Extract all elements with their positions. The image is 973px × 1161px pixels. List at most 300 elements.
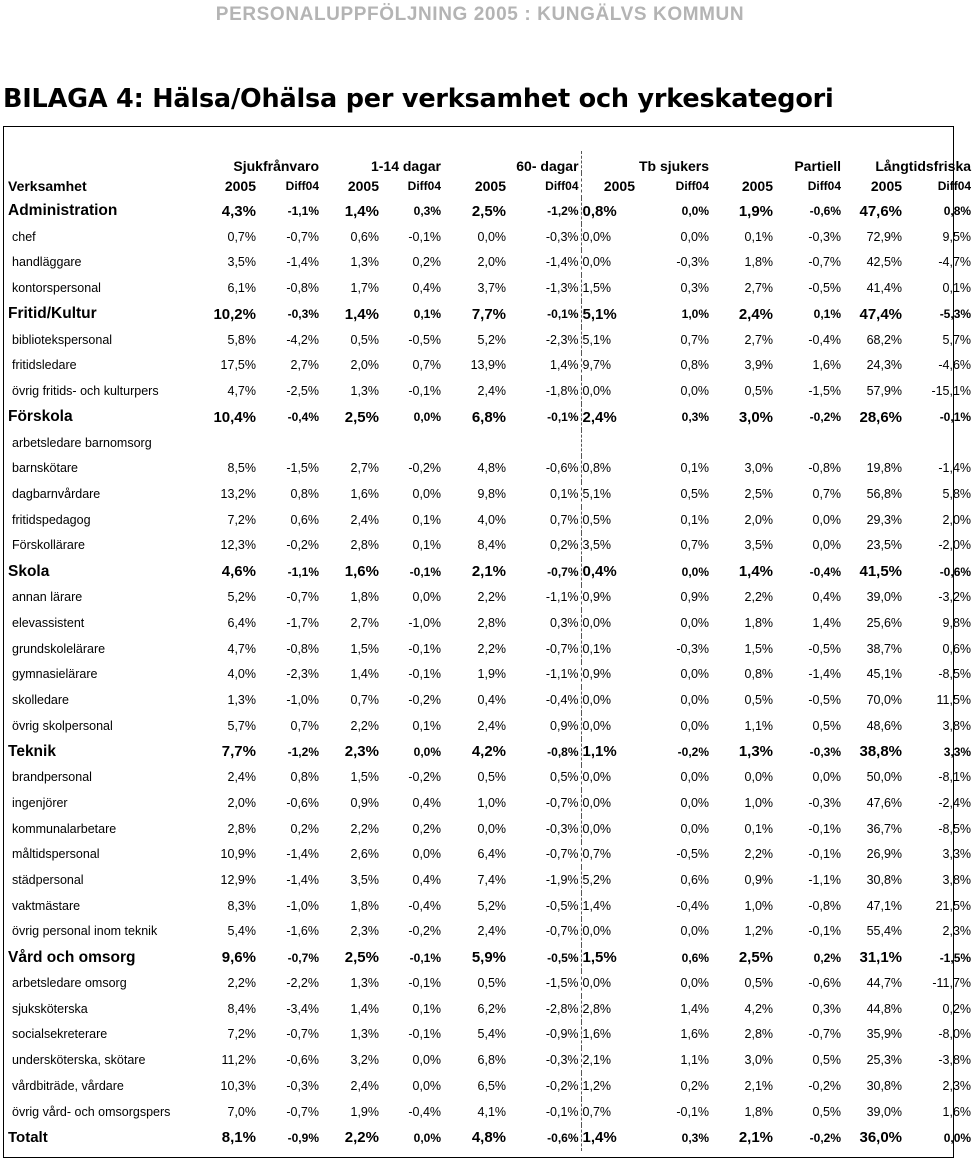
cell-1-14-dagar-2005: 0,7% (350, 692, 379, 707)
cell-partiell-2005: 0,8% (744, 667, 774, 682)
cell-langtidsfriska-diff: 0,1% (942, 280, 972, 295)
cell-60-dagar-diff: -1,1% (545, 590, 579, 605)
cell-tb-sjukers-2005: 1,5% (581, 275, 637, 301)
cell-60-dagar-2005: 7,7% (471, 305, 507, 323)
cell-sjukfranvaro-diff: -2,5% (286, 384, 319, 399)
cell-langtidsfriska-diff: 3,8% (942, 873, 972, 888)
cell-60-dagar-2005: 2,0% (477, 255, 507, 270)
cell-tb-sjukers-diff: -0,5% (676, 847, 710, 862)
header-diff: Diff04 (937, 178, 972, 193)
cell-partiell-2005: 2,8% (744, 1027, 774, 1042)
category-row (4, 404, 973, 430)
cell-partiell-2005 (711, 430, 775, 456)
row-label: socialsekreterare (12, 1027, 108, 1042)
table-row (4, 893, 973, 919)
cell-tb-sjukers-diff: 0,0% (680, 615, 710, 630)
row-label: kommunalarbetare (12, 821, 117, 836)
cell-langtidsfriska-2005: 30,8% (866, 873, 903, 888)
cell-partiell-2005: 3,9% (744, 358, 774, 373)
cell-sjukfranvaro-diff: -0,3% (287, 307, 319, 322)
cell-tb-sjukers-diff: -0,3% (676, 641, 710, 656)
cell-langtidsfriska-diff: -2,4% (938, 795, 972, 810)
cell-1-14-dagar-diff: -0,2% (408, 461, 442, 476)
cell-tb-sjukers-2005: 0,0% (581, 713, 637, 739)
cell-partiell-2005: 0,5% (744, 384, 774, 399)
cell-partiell-diff: -0,6% (808, 976, 842, 991)
cell-tb-sjukers-2005: 5,1% (581, 327, 637, 353)
cell-tb-sjukers-diff: 0,0% (680, 924, 710, 939)
cell-1-14-dagar-diff: 0,4% (412, 873, 442, 888)
cell-1-14-dagar-2005: 1,6% (344, 563, 379, 581)
cell-60-dagar-2005: 6,8% (477, 1053, 507, 1068)
cell-60-dagar-diff: -0,2% (545, 1078, 579, 1093)
cell-1-14-dagar-diff: -0,1% (408, 641, 442, 656)
cell-60-dagar-diff: -0,5% (547, 950, 579, 965)
cell-partiell-diff: 0,5% (812, 718, 842, 733)
cell-60-dagar-diff: 0,9% (550, 718, 579, 733)
cell-tb-sjukers-diff: 1,6% (680, 1027, 710, 1042)
cell-partiell-diff: -0,3% (809, 744, 842, 759)
cell-tb-sjukers-diff: 0,0% (680, 718, 710, 733)
cell-60-dagar-diff: -0,8% (547, 744, 579, 759)
cell-partiell-2005: 2,4% (738, 305, 774, 323)
table-row (4, 250, 973, 276)
cell-langtidsfriska-diff: -3,2% (938, 590, 972, 605)
cell-partiell-diff: 0,2% (813, 950, 842, 965)
cell-60-dagar-diff: 0,7% (550, 512, 579, 527)
header-row-groups (4, 151, 973, 173)
cell-sjukfranvaro-diff: -0,8% (286, 280, 319, 295)
cell-1-14-dagar-diff: 0,0% (412, 590, 442, 605)
cell-1-14-dagar-2005: 2,4% (350, 512, 379, 527)
cell-langtidsfriska-2005: 39,0% (866, 1104, 903, 1119)
cell-partiell-2005: 2,2% (744, 590, 774, 605)
cell-sjukfranvaro-diff: -0,8% (286, 641, 319, 656)
cell-1-14-dagar-2005: 2,8% (350, 538, 379, 553)
cell-1-14-dagar-2005: 1,3% (350, 384, 379, 399)
cell-sjukfranvaro-diff: -1,4% (286, 847, 319, 862)
cell-sjukfranvaro-2005: 7,0% (227, 1104, 256, 1119)
cell-1-14-dagar-diff: 0,0% (412, 1078, 442, 1093)
cell-tb-sjukers-diff: 0,0% (680, 976, 710, 991)
cell-langtidsfriska-2005: 45,1% (866, 667, 903, 682)
cell-langtidsfriska-diff: -4,7% (938, 255, 972, 270)
cell-1-14-dagar-diff: -0,2% (408, 924, 442, 939)
cell-60-dagar-2005: 4,2% (471, 743, 507, 761)
cell-60-dagar-2005: 0,5% (477, 976, 507, 991)
cell-1-14-dagar-diff: -0,4% (408, 1104, 442, 1119)
cell-tb-sjukers-2005: 1,6% (581, 1022, 637, 1048)
cell-1-14-dagar-diff: 0,1% (412, 538, 442, 553)
table-row (4, 1048, 973, 1074)
cell-sjukfranvaro-diff: -0,6% (286, 795, 319, 810)
cell-partiell-2005: 2,0% (744, 512, 774, 527)
cell-langtidsfriska-diff: 2,0% (942, 512, 972, 527)
cell-tb-sjukers-diff (637, 430, 711, 456)
cell-tb-sjukers-2005: 5,2% (581, 867, 637, 893)
cell-1-14-dagar-2005: 1,6% (350, 487, 379, 502)
row-label: städpersonal (12, 873, 84, 888)
cell-partiell-2005: 2,2% (744, 847, 774, 862)
table-row (4, 224, 973, 250)
row-label: vaktmästare (12, 898, 81, 913)
cell-tb-sjukers-diff: -0,2% (677, 744, 710, 759)
cell-tb-sjukers-2005: 0,0% (581, 790, 637, 816)
cell-tb-sjukers-2005: 0,9% (581, 585, 637, 611)
cell-1-14-dagar-diff: -0,1% (408, 667, 442, 682)
cell-sjukfranvaro-diff: 0,2% (290, 821, 319, 836)
cell-langtidsfriska-diff: 2,3% (942, 924, 972, 939)
cell-1-14-dagar-diff: 0,0% (412, 847, 442, 862)
cell-partiell-diff: -0,5% (808, 641, 842, 656)
cell-langtidsfriska-diff: -8,0% (938, 1027, 972, 1042)
cell-tb-sjukers-2005: 0,8% (581, 198, 637, 224)
cell-1-14-dagar-2005: 2,2% (350, 718, 379, 733)
category-row (4, 945, 973, 971)
cell-partiell-2005: 1,0% (744, 898, 774, 913)
cell-sjukfranvaro-diff: -0,7% (287, 950, 319, 965)
cell-60-dagar-diff: 0,5% (550, 770, 579, 785)
cell-partiell-2005: 1,3% (738, 743, 774, 761)
header-year: 2005 (224, 177, 256, 194)
cell-tb-sjukers-diff: 0,3% (681, 1130, 710, 1145)
cell-sjukfranvaro-2005: 3,5% (227, 255, 256, 270)
cell-partiell-diff: -0,1% (808, 821, 842, 836)
cell-sjukfranvaro-2005: 5,4% (227, 924, 256, 939)
cell-partiell-2005: 0,1% (744, 229, 774, 244)
cell-60-dagar-diff: -0,7% (545, 847, 579, 862)
cell-langtidsfriska-2005: 70,0% (866, 692, 903, 707)
cell-sjukfranvaro-2005: 2,0% (227, 795, 256, 810)
row-label: annan lärare (12, 590, 83, 605)
row-label: Vård och omsorg (8, 948, 136, 966)
cell-1-14-dagar-2005: 1,4% (350, 667, 379, 682)
cell-partiell-2005: 0,5% (744, 692, 774, 707)
cell-sjukfranvaro-2005: 4,7% (227, 384, 256, 399)
cell-partiell-2005: 1,8% (744, 1104, 774, 1119)
cell-langtidsfriska-2005: 41,5% (859, 563, 903, 581)
table-row (4, 867, 973, 893)
header-diff: Diff04 (285, 178, 319, 193)
table-row (4, 585, 973, 611)
cell-1-14-dagar-diff (381, 430, 443, 456)
cell-1-14-dagar-diff: 0,0% (412, 1053, 442, 1068)
cell-60-dagar-2005: 1,0% (477, 795, 507, 810)
cell-60-dagar-2005: 2,8% (477, 615, 507, 630)
cell-sjukfranvaro-diff (258, 430, 321, 456)
cell-langtidsfriska-2005: 47,4% (859, 305, 903, 323)
cell-60-dagar-2005: 5,4% (477, 1027, 507, 1042)
cell-langtidsfriska-2005: 47,6% (866, 795, 903, 810)
cell-60-dagar-diff: -0,4% (545, 692, 579, 707)
row-label: Förskola (8, 408, 73, 426)
cell-60-dagar-diff: -1,3% (545, 280, 579, 295)
cell-sjukfranvaro-diff: -1,0% (286, 898, 319, 913)
cell-partiell-diff: 0,1% (813, 307, 842, 322)
row-label: bibliotekspersonal (12, 332, 113, 347)
cell-1-14-dagar-diff: -0,5% (408, 332, 442, 347)
cell-60-dagar-diff: -0,7% (547, 564, 579, 579)
cell-partiell-diff: 1,6% (812, 358, 842, 373)
cell-langtidsfriska-diff: 2,3% (942, 1078, 972, 1093)
cell-60-dagar-diff: -1,8% (545, 384, 579, 399)
cell-sjukfranvaro-2005: 4,6% (221, 563, 256, 581)
cell-sjukfranvaro-diff: -1,7% (286, 615, 319, 630)
cell-1-14-dagar-diff: -0,1% (408, 1027, 442, 1042)
row-label: övrig fritids- och kulturpers (12, 384, 159, 399)
cell-60-dagar-diff: -1,2% (547, 204, 579, 218)
header-group-sjukfranvaro: Sjukfrånvaro (233, 158, 319, 174)
cell-sjukfranvaro-2005: 7,2% (227, 512, 256, 527)
row-label: fritidspedagog (12, 512, 91, 527)
row-label: kontorspersonal (12, 280, 101, 295)
cell-langtidsfriska-diff: -3,8% (938, 1053, 972, 1068)
cell-langtidsfriska-2005: 36,0% (859, 1129, 903, 1147)
cell-1-14-dagar-diff: 0,1% (412, 1001, 442, 1016)
cell-1-14-dagar-2005: 2,2% (344, 1129, 379, 1147)
cell-partiell-2005: 2,7% (744, 280, 774, 295)
cell-tb-sjukers-2005: 0,5% (581, 507, 637, 533)
cell-partiell-2005: 4,2% (744, 1001, 774, 1016)
cell-1-14-dagar-diff: 0,4% (412, 795, 442, 810)
cell-60-dagar-diff: -0,3% (545, 1053, 579, 1068)
cell-tb-sjukers-2005: 1,1% (581, 739, 637, 765)
row-label: chef (12, 229, 36, 244)
cell-tb-sjukers-2005: 0,9% (581, 662, 637, 688)
row-label: måltidspersonal (12, 847, 100, 862)
cell-tb-sjukers-2005: 0,0% (581, 971, 637, 997)
table-row (4, 378, 973, 404)
cell-tb-sjukers-diff: 1,0% (681, 307, 710, 322)
cell-langtidsfriska-diff (904, 430, 973, 456)
cell-tb-sjukers-2005: 0,0% (581, 765, 637, 791)
cell-sjukfranvaro-2005: 5,7% (227, 718, 256, 733)
header-group-langtidsfriska: Långtidsfriska (875, 158, 972, 174)
cell-1-14-dagar-diff: 0,2% (412, 255, 442, 270)
cell-1-14-dagar-2005: 2,6% (350, 847, 379, 862)
cell-partiell-diff: -0,2% (809, 1130, 842, 1145)
cell-langtidsfriska-2005 (843, 430, 904, 456)
row-label: elevassistent (12, 615, 85, 630)
cell-sjukfranvaro-2005: 1,3% (227, 692, 256, 707)
cell-60-dagar-2005: 2,4% (477, 384, 507, 399)
cell-1-14-dagar-diff: 0,2% (412, 821, 442, 836)
cell-partiell-2005: 0,9% (744, 873, 774, 888)
header-group-1-14-dagar: 1-14 dagar (370, 158, 442, 174)
cell-1-14-dagar-2005: 2,5% (344, 408, 379, 426)
cell-langtidsfriska-diff: 0,8% (943, 204, 972, 218)
cell-langtidsfriska-2005: 38,7% (866, 641, 903, 656)
cell-60-dagar-diff: 0,2% (550, 538, 579, 553)
cell-60-dagar-diff: -2,3% (545, 332, 579, 347)
row-label: Administration (8, 202, 118, 220)
cell-60-dagar-diff: 0,3% (550, 615, 579, 630)
row-label: vårdbiträde, vårdare (12, 1078, 124, 1093)
row-label: övrig personal inom teknik (12, 924, 158, 939)
cell-partiell-2005: 2,5% (738, 949, 774, 966)
cell-sjukfranvaro-diff: 0,6% (290, 512, 319, 527)
cell-tb-sjukers-diff: 0,0% (680, 770, 710, 785)
cell-60-dagar-2005: 4,8% (471, 1129, 507, 1147)
cell-60-dagar-2005: 0,5% (477, 770, 507, 785)
cell-langtidsfriska-diff: -1,5% (939, 950, 972, 965)
cell-tb-sjukers-diff: 0,0% (681, 564, 710, 579)
cell-60-dagar-diff: -1,4% (545, 255, 579, 270)
cell-1-14-dagar-diff: 0,0% (413, 1130, 442, 1145)
cell-tb-sjukers-2005: 0,0% (581, 919, 637, 945)
health-table (4, 151, 973, 1151)
cell-tb-sjukers-diff: 0,1% (680, 512, 710, 527)
cell-60-dagar-2005: 0,0% (477, 229, 507, 244)
cell-sjukfranvaro-diff: -0,7% (286, 229, 319, 244)
cell-partiell-diff: 0,3% (812, 1001, 842, 1016)
cell-langtidsfriska-2005: 38,8% (859, 743, 903, 761)
cell-langtidsfriska-diff: -1,4% (938, 461, 972, 476)
cell-sjukfranvaro-2005: 4,3% (221, 202, 256, 220)
cell-tb-sjukers-2005: 0,0% (581, 687, 637, 713)
cell-langtidsfriska-diff: -15,1% (931, 384, 972, 399)
cell-60-dagar-2005: 2,2% (477, 590, 507, 605)
cell-partiell-diff: -0,4% (809, 564, 842, 579)
row-label: fritidsledare (12, 358, 77, 373)
cell-1-14-dagar-2005: 0,6% (350, 229, 379, 244)
document-header: PERSONALUPPFÖLJNING 2005 : KUNGÄLVS KOMMUN (215, 4, 745, 25)
cell-langtidsfriska-2005: 36,7% (866, 821, 903, 836)
cell-60-dagar-2005: 2,1% (471, 563, 507, 581)
cell-partiell-2005: 1,1% (744, 718, 774, 733)
cell-1-14-dagar-2005: 0,5% (350, 332, 379, 347)
cell-60-dagar-2005: 5,9% (471, 949, 507, 966)
cell-partiell-diff: 0,0% (812, 512, 842, 527)
cell-langtidsfriska-diff: 0,0% (943, 1130, 972, 1145)
cell-langtidsfriska-diff: -2,0% (938, 538, 972, 553)
cell-tb-sjukers-2005: 0,1% (581, 636, 637, 662)
cell-partiell-diff: 0,0% (812, 538, 842, 553)
row-label: övrig skolpersonal (12, 718, 113, 733)
cell-1-14-dagar-diff: 0,7% (412, 358, 442, 373)
cell-langtidsfriska-2005: 50,0% (866, 770, 903, 785)
cell-60-dagar-2005: 6,5% (477, 1078, 507, 1093)
cell-60-dagar-2005: 0,4% (477, 692, 507, 707)
cell-1-14-dagar-2005: 1,5% (350, 770, 379, 785)
cell-sjukfranvaro-2005: 0,7% (227, 229, 256, 244)
cell-60-dagar-2005: 8,4% (477, 538, 507, 553)
cell-1-14-dagar-2005: 1,7% (350, 280, 379, 295)
table-row (4, 1022, 973, 1048)
row-label: Totalt (8, 1129, 48, 1147)
cell-tb-sjukers-diff: -0,3% (676, 255, 710, 270)
cell-langtidsfriska-diff: 21,5% (935, 898, 972, 913)
cell-60-dagar-diff: 0,1% (550, 487, 579, 502)
cell-langtidsfriska-diff: -11,7% (932, 976, 972, 991)
cell-sjukfranvaro-2005: 17,5% (220, 358, 256, 373)
cell-sjukfranvaro-diff: 2,7% (290, 358, 319, 373)
cell-langtidsfriska-2005: 42,5% (866, 255, 903, 270)
cell-sjukfranvaro-diff: -0,3% (286, 1078, 319, 1093)
cell-60-dagar-2005: 4,1% (477, 1104, 507, 1119)
cell-sjukfranvaro-diff: -1,2% (287, 744, 319, 759)
cell-langtidsfriska-diff: -8,5% (938, 821, 972, 836)
cell-tb-sjukers-2005: 9,7% (581, 353, 637, 379)
cell-tb-sjukers-2005: 1,4% (581, 1125, 637, 1151)
cell-tb-sjukers-diff: 0,7% (680, 538, 710, 553)
cell-langtidsfriska-2005: 44,8% (866, 1001, 903, 1016)
cell-langtidsfriska-2005: 28,6% (859, 408, 903, 426)
cell-60-dagar-2005: 9,8% (477, 487, 507, 502)
category-row (4, 559, 973, 585)
cell-tb-sjukers-diff: 0,6% (680, 873, 710, 888)
cell-partiell-diff: -0,3% (808, 795, 842, 810)
cell-1-14-dagar-diff: 0,1% (412, 512, 442, 527)
cell-partiell-2005: 2,5% (744, 487, 774, 502)
table-row (4, 1099, 973, 1125)
cell-langtidsfriska-diff: 5,8% (942, 487, 972, 502)
table-row (4, 971, 973, 997)
cell-langtidsfriska-diff: -0,1% (939, 410, 972, 425)
cell-partiell-2005: 0,1% (744, 821, 774, 836)
cell-langtidsfriska-2005: 44,7% (866, 976, 903, 991)
cell-sjukfranvaro-diff: -0,6% (286, 1053, 319, 1068)
cell-60-dagar-diff: -0,1% (547, 410, 579, 425)
category-row (4, 739, 973, 765)
cell-sjukfranvaro-diff: 0,8% (290, 487, 319, 502)
cell-60-dagar-2005: 5,2% (477, 898, 507, 913)
cell-tb-sjukers-2005: 1,4% (581, 893, 637, 919)
table-row (4, 765, 973, 791)
table-row (4, 507, 973, 533)
row-label: sjuksköterska (12, 1001, 88, 1016)
cell-60-dagar-2005: 4,8% (477, 461, 507, 476)
cell-1-14-dagar-2005: 2,7% (350, 615, 379, 630)
cell-60-dagar-2005: 7,4% (477, 873, 507, 888)
row-label: Teknik (8, 742, 56, 760)
header-verksamhet: Verksamhet (8, 177, 87, 194)
cell-tb-sjukers-diff: 0,3% (681, 410, 710, 425)
cell-sjukfranvaro-diff: -1,4% (286, 255, 319, 270)
cell-1-14-dagar-diff: 0,1% (412, 718, 442, 733)
cell-langtidsfriska-diff: 0,2% (942, 1001, 972, 1016)
cell-tb-sjukers-2005: 5,1% (581, 482, 637, 508)
cell-tb-sjukers-2005: 2,8% (581, 996, 637, 1022)
cell-tb-sjukers-2005: 1,5% (581, 945, 637, 971)
cell-tb-sjukers-2005: 0,8% (581, 456, 637, 482)
cell-partiell-2005: 0,5% (744, 976, 774, 991)
cell-tb-sjukers-diff: 0,1% (680, 461, 710, 476)
row-label: gymnasielärare (12, 667, 98, 682)
cell-langtidsfriska-2005: 68,2% (866, 332, 903, 347)
cell-60-dagar-diff: -0,5% (545, 898, 579, 913)
cell-sjukfranvaro-diff: -0,2% (286, 538, 319, 553)
table-row (4, 456, 973, 482)
cell-partiell-diff: -0,7% (808, 1027, 842, 1042)
cell-60-dagar-2005 (443, 430, 508, 456)
cell-sjukfranvaro-2005: 5,8% (227, 332, 256, 347)
cell-tb-sjukers-diff: 0,0% (680, 229, 710, 244)
cell-60-dagar-diff: -2,8% (545, 1001, 579, 1016)
cell-1-14-dagar-2005: 3,5% (350, 873, 379, 888)
row-label: arbetsledare omsorg (12, 976, 127, 991)
cell-langtidsfriska-2005: 25,6% (866, 615, 903, 630)
header-year: 2005 (474, 177, 507, 194)
cell-sjukfranvaro-2005: 2,2% (227, 976, 256, 991)
cell-sjukfranvaro-diff: -1,6% (286, 924, 319, 939)
cell-langtidsfriska-diff: -8,1% (938, 770, 972, 785)
cell-partiell-2005: 1,5% (744, 641, 774, 656)
cell-langtidsfriska-2005: 47,1% (866, 898, 903, 913)
table-row (4, 353, 973, 379)
cell-sjukfranvaro-diff: -0,7% (286, 1027, 319, 1042)
cell-sjukfranvaro-diff: -0,7% (286, 590, 319, 605)
